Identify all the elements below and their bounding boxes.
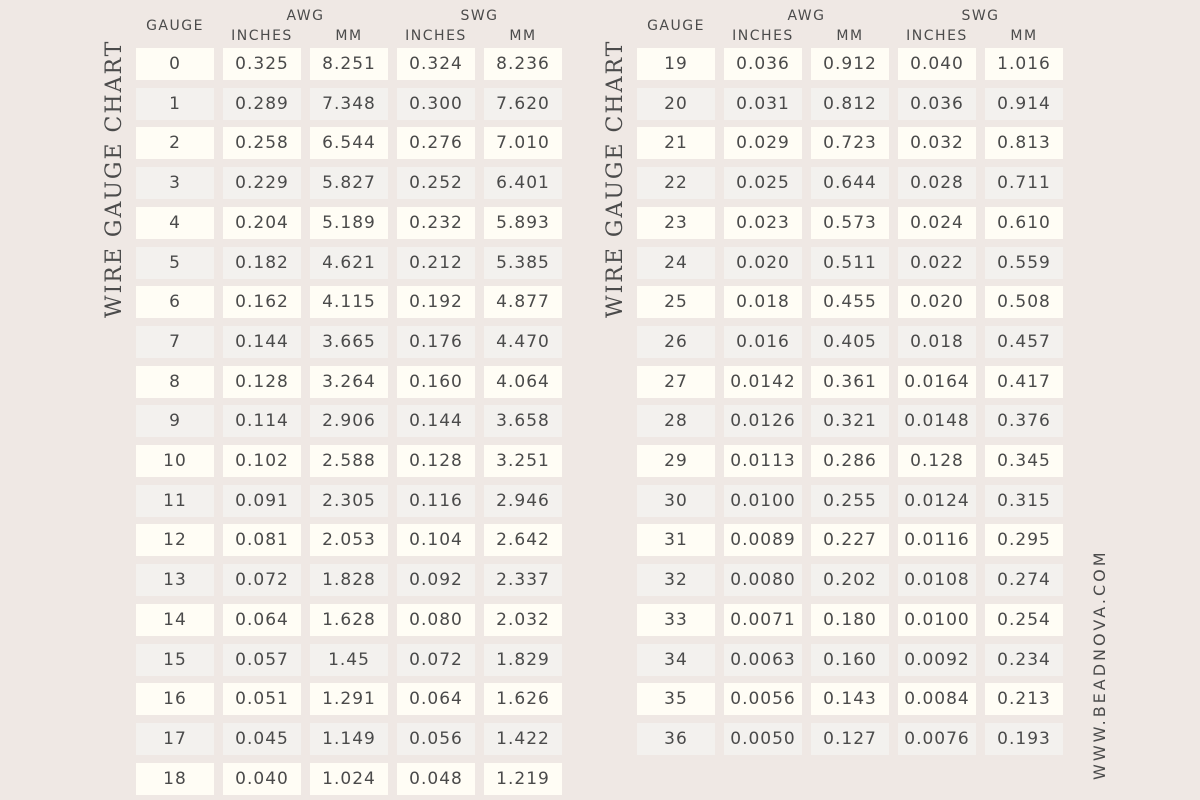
swg-mm-cell: 7.010 — [484, 127, 562, 159]
table-row — [637, 445, 1067, 477]
awg-mm-cell: 2.906 — [310, 405, 388, 437]
swg-inches-cell: 0.040 — [898, 48, 976, 80]
swg-mm-cell: 0.457 — [985, 326, 1063, 358]
awg-inches-cell: 0.0063 — [724, 644, 802, 676]
table-row — [136, 405, 566, 437]
awg-inches-cell: 0.064 — [223, 604, 301, 636]
table-row — [637, 167, 1067, 199]
awg-inches-cell: 0.162 — [223, 286, 301, 318]
awg-mm-cell: 8.251 — [310, 48, 388, 80]
gauge-cell: 24 — [637, 247, 715, 279]
swg-mm-cell: 0.295 — [985, 524, 1063, 556]
header-swg-mm: MM — [1010, 28, 1038, 44]
awg-inches-cell: 0.016 — [724, 326, 802, 358]
gauge-cell: 20 — [637, 88, 715, 120]
table-row — [136, 485, 566, 517]
gauge-cell: 6 — [136, 286, 214, 318]
gauge-cell: 32 — [637, 564, 715, 596]
gauge-cell: 23 — [637, 207, 715, 239]
awg-inches-cell: 0.040 — [223, 763, 301, 795]
table-row — [136, 127, 566, 159]
table-row — [637, 405, 1067, 437]
swg-mm-cell: 0.376 — [985, 405, 1063, 437]
gauge-cell: 35 — [637, 683, 715, 715]
header-swg: SWG — [961, 8, 1000, 24]
table-row — [136, 683, 566, 715]
awg-inches-cell: 0.025 — [724, 167, 802, 199]
swg-mm-cell: 4.877 — [484, 286, 562, 318]
table-row — [136, 88, 566, 120]
swg-inches-cell: 0.144 — [397, 405, 475, 437]
awg-mm-cell: 0.180 — [811, 604, 889, 636]
awg-inches-cell: 0.091 — [223, 485, 301, 517]
swg-mm-cell: 0.193 — [985, 723, 1063, 755]
table-row — [136, 167, 566, 199]
table-row — [136, 366, 566, 398]
awg-mm-cell: 1.149 — [310, 723, 388, 755]
gauge-cell: 25 — [637, 286, 715, 318]
swg-inches-cell: 0.212 — [397, 247, 475, 279]
swg-inches-cell: 0.232 — [397, 207, 475, 239]
gauge-cell: 13 — [136, 564, 214, 596]
gauge-cell: 16 — [136, 683, 214, 715]
swg-inches-cell: 0.276 — [397, 127, 475, 159]
header-swg-mm: MM — [509, 28, 537, 44]
awg-mm-cell: 0.143 — [811, 683, 889, 715]
swg-inches-cell: 0.028 — [898, 167, 976, 199]
swg-inches-cell: 0.0092 — [898, 644, 976, 676]
gauge-cell: 14 — [136, 604, 214, 636]
gauge-cell: 8 — [136, 366, 214, 398]
swg-mm-cell: 0.610 — [985, 207, 1063, 239]
swg-mm-cell: 4.470 — [484, 326, 562, 358]
table-row — [136, 723, 566, 755]
awg-mm-cell: 0.127 — [811, 723, 889, 755]
header-swg-inches: INCHES — [405, 28, 467, 44]
awg-inches-cell: 0.229 — [223, 167, 301, 199]
table-row — [637, 286, 1067, 318]
awg-mm-cell: 5.189 — [310, 207, 388, 239]
swg-mm-cell: 2.337 — [484, 564, 562, 596]
gauge-cell: 0 — [136, 48, 214, 80]
swg-inches-cell: 0.252 — [397, 167, 475, 199]
header-awg-mm: MM — [836, 28, 864, 44]
header-gauge: GAUGE — [146, 18, 204, 34]
swg-mm-cell: 1.829 — [484, 644, 562, 676]
awg-mm-cell: 1.024 — [310, 763, 388, 795]
awg-mm-cell: 2.053 — [310, 524, 388, 556]
table-row — [637, 48, 1067, 80]
awg-mm-cell: 4.621 — [310, 247, 388, 279]
swg-mm-cell: 0.234 — [985, 644, 1063, 676]
awg-mm-cell: 0.202 — [811, 564, 889, 596]
swg-inches-cell: 0.036 — [898, 88, 976, 120]
chart-title-right: WIRE GAUGE CHART — [603, 39, 628, 318]
swg-mm-cell: 0.914 — [985, 88, 1063, 120]
gauge-cell: 11 — [136, 485, 214, 517]
awg-mm-cell: 0.361 — [811, 366, 889, 398]
awg-mm-cell: 0.455 — [811, 286, 889, 318]
awg-inches-cell: 0.204 — [223, 207, 301, 239]
table-row — [637, 207, 1067, 239]
awg-inches-cell: 0.114 — [223, 405, 301, 437]
awg-inches-cell: 0.0126 — [724, 405, 802, 437]
awg-mm-cell: 0.321 — [811, 405, 889, 437]
gauge-cell: 5 — [136, 247, 214, 279]
awg-inches-cell: 0.0113 — [724, 445, 802, 477]
table-row — [637, 564, 1067, 596]
awg-inches-cell: 0.0142 — [724, 366, 802, 398]
swg-inches-cell: 0.048 — [397, 763, 475, 795]
awg-inches-cell: 0.0080 — [724, 564, 802, 596]
swg-mm-cell: 0.417 — [985, 366, 1063, 398]
table-row — [637, 247, 1067, 279]
awg-inches-cell: 0.289 — [223, 88, 301, 120]
awg-inches-cell: 0.031 — [724, 88, 802, 120]
table-row — [637, 604, 1067, 636]
awg-inches-cell: 0.258 — [223, 127, 301, 159]
swg-inches-cell: 0.0100 — [898, 604, 976, 636]
swg-mm-cell: 2.642 — [484, 524, 562, 556]
header-awg: AWG — [286, 8, 325, 24]
awg-mm-cell: 0.227 — [811, 524, 889, 556]
swg-mm-cell: 0.813 — [985, 127, 1063, 159]
awg-inches-cell: 0.102 — [223, 445, 301, 477]
table-row — [136, 644, 566, 676]
header-awg: AWG — [787, 8, 826, 24]
table-row — [637, 88, 1067, 120]
gauge-cell: 28 — [637, 405, 715, 437]
awg-mm-cell: 0.812 — [811, 88, 889, 120]
swg-inches-cell: 0.072 — [397, 644, 475, 676]
swg-mm-cell: 8.236 — [484, 48, 562, 80]
table-row — [136, 48, 566, 80]
gauge-cell: 26 — [637, 326, 715, 358]
swg-mm-cell: 0.315 — [985, 485, 1063, 517]
awg-mm-cell: 1.828 — [310, 564, 388, 596]
awg-inches-cell: 0.045 — [223, 723, 301, 755]
header-swg-inches: INCHES — [906, 28, 968, 44]
awg-inches-cell: 0.072 — [223, 564, 301, 596]
awg-mm-cell: 0.511 — [811, 247, 889, 279]
awg-inches-cell: 0.0089 — [724, 524, 802, 556]
table-row — [136, 524, 566, 556]
swg-mm-cell: 7.620 — [484, 88, 562, 120]
swg-inches-cell: 0.0116 — [898, 524, 976, 556]
awg-inches-cell: 0.128 — [223, 366, 301, 398]
gauge-cell: 10 — [136, 445, 214, 477]
gauge-cell: 33 — [637, 604, 715, 636]
table-row — [637, 485, 1067, 517]
gauge-cell: 9 — [136, 405, 214, 437]
swg-inches-cell: 0.056 — [397, 723, 475, 755]
table-row — [136, 445, 566, 477]
awg-mm-cell: 3.665 — [310, 326, 388, 358]
awg-mm-cell: 6.544 — [310, 127, 388, 159]
awg-inches-cell: 0.0050 — [724, 723, 802, 755]
table-row — [637, 644, 1067, 676]
table-row — [136, 604, 566, 636]
chart-title-left: WIRE GAUGE CHART — [102, 39, 127, 318]
header-awg-inches: INCHES — [732, 28, 794, 44]
swg-mm-cell: 1.626 — [484, 683, 562, 715]
swg-inches-cell: 0.128 — [898, 445, 976, 477]
awg-inches-cell: 0.020 — [724, 247, 802, 279]
awg-inches-cell: 0.057 — [223, 644, 301, 676]
swg-inches-cell: 0.064 — [397, 683, 475, 715]
awg-mm-cell: 1.45 — [310, 644, 388, 676]
awg-inches-cell: 0.081 — [223, 524, 301, 556]
swg-mm-cell: 5.893 — [484, 207, 562, 239]
swg-inches-cell: 0.0076 — [898, 723, 976, 755]
swg-mm-cell: 5.385 — [484, 247, 562, 279]
gauge-cell: 34 — [637, 644, 715, 676]
table-row — [637, 366, 1067, 398]
awg-mm-cell: 0.912 — [811, 48, 889, 80]
table-row — [136, 564, 566, 596]
swg-inches-cell: 0.080 — [397, 604, 475, 636]
awg-inches-cell: 0.0056 — [724, 683, 802, 715]
swg-inches-cell: 0.0108 — [898, 564, 976, 596]
gauge-cell: 1 — [136, 88, 214, 120]
swg-mm-cell: 0.274 — [985, 564, 1063, 596]
awg-inches-cell: 0.0071 — [724, 604, 802, 636]
awg-inches-cell: 0.325 — [223, 48, 301, 80]
swg-inches-cell: 0.092 — [397, 564, 475, 596]
awg-mm-cell: 0.723 — [811, 127, 889, 159]
gauge-cell: 31 — [637, 524, 715, 556]
swg-inches-cell: 0.300 — [397, 88, 475, 120]
awg-inches-cell: 0.029 — [724, 127, 802, 159]
gauge-cell: 7 — [136, 326, 214, 358]
gauge-cell: 30 — [637, 485, 715, 517]
gauge-cell: 22 — [637, 167, 715, 199]
awg-mm-cell: 2.588 — [310, 445, 388, 477]
swg-inches-cell: 0.160 — [397, 366, 475, 398]
swg-mm-cell: 0.711 — [985, 167, 1063, 199]
awg-inches-cell: 0.018 — [724, 286, 802, 318]
swg-mm-cell: 3.251 — [484, 445, 562, 477]
awg-mm-cell: 5.827 — [310, 167, 388, 199]
swg-mm-cell: 0.254 — [985, 604, 1063, 636]
swg-mm-cell: 2.032 — [484, 604, 562, 636]
header-gauge: GAUGE — [647, 18, 705, 34]
table-row — [136, 763, 566, 795]
swg-inches-cell: 0.018 — [898, 326, 976, 358]
awg-mm-cell: 0.255 — [811, 485, 889, 517]
gauge-cell: 17 — [136, 723, 214, 755]
gauge-cell: 19 — [637, 48, 715, 80]
awg-inches-cell: 0.023 — [724, 207, 802, 239]
swg-mm-cell: 2.946 — [484, 485, 562, 517]
table-row — [637, 683, 1067, 715]
gauge-cell: 15 — [136, 644, 214, 676]
table-row — [136, 247, 566, 279]
swg-inches-cell: 0.020 — [898, 286, 976, 318]
gauge-cell: 18 — [136, 763, 214, 795]
swg-inches-cell: 0.104 — [397, 524, 475, 556]
gauge-cell: 36 — [637, 723, 715, 755]
awg-mm-cell: 1.628 — [310, 604, 388, 636]
swg-mm-cell: 0.508 — [985, 286, 1063, 318]
swg-inches-cell: 0.0084 — [898, 683, 976, 715]
swg-inches-cell: 0.128 — [397, 445, 475, 477]
header-swg: SWG — [460, 8, 499, 24]
awg-inches-cell: 0.0100 — [724, 485, 802, 517]
awg-inches-cell: 0.051 — [223, 683, 301, 715]
table-row — [637, 723, 1067, 755]
awg-mm-cell: 2.305 — [310, 485, 388, 517]
awg-mm-cell: 0.405 — [811, 326, 889, 358]
awg-mm-cell: 0.286 — [811, 445, 889, 477]
site-watermark: WWW.BEADNOVA.COM — [1090, 549, 1109, 780]
swg-inches-cell: 0.116 — [397, 485, 475, 517]
table-row — [136, 326, 566, 358]
awg-mm-cell: 0.573 — [811, 207, 889, 239]
swg-mm-cell: 0.559 — [985, 247, 1063, 279]
swg-inches-cell: 0.0124 — [898, 485, 976, 517]
table-row — [136, 286, 566, 318]
swg-mm-cell: 3.658 — [484, 405, 562, 437]
gauge-cell: 29 — [637, 445, 715, 477]
gauge-cell: 2 — [136, 127, 214, 159]
swg-inches-cell: 0.024 — [898, 207, 976, 239]
swg-inches-cell: 0.0164 — [898, 366, 976, 398]
header-awg-mm: MM — [335, 28, 363, 44]
gauge-cell: 3 — [136, 167, 214, 199]
swg-inches-cell: 0.022 — [898, 247, 976, 279]
swg-inches-cell: 0.176 — [397, 326, 475, 358]
table-row — [637, 127, 1067, 159]
gauge-cell: 4 — [136, 207, 214, 239]
awg-mm-cell: 3.264 — [310, 366, 388, 398]
awg-mm-cell: 0.160 — [811, 644, 889, 676]
table-row — [136, 207, 566, 239]
awg-mm-cell: 7.348 — [310, 88, 388, 120]
swg-inches-cell: 0.032 — [898, 127, 976, 159]
awg-mm-cell: 0.644 — [811, 167, 889, 199]
swg-inches-cell: 0.192 — [397, 286, 475, 318]
gauge-cell: 12 — [136, 524, 214, 556]
swg-mm-cell: 1.016 — [985, 48, 1063, 80]
swg-inches-cell: 0.324 — [397, 48, 475, 80]
swg-mm-cell: 1.219 — [484, 763, 562, 795]
awg-inches-cell: 0.182 — [223, 247, 301, 279]
awg-inches-cell: 0.144 — [223, 326, 301, 358]
swg-mm-cell: 0.213 — [985, 683, 1063, 715]
swg-mm-cell: 0.345 — [985, 445, 1063, 477]
header-awg-inches: INCHES — [231, 28, 293, 44]
awg-mm-cell: 4.115 — [310, 286, 388, 318]
table-row — [637, 524, 1067, 556]
swg-mm-cell: 1.422 — [484, 723, 562, 755]
swg-mm-cell: 6.401 — [484, 167, 562, 199]
gauge-cell: 27 — [637, 366, 715, 398]
awg-inches-cell: 0.036 — [724, 48, 802, 80]
awg-mm-cell: 1.291 — [310, 683, 388, 715]
gauge-cell: 21 — [637, 127, 715, 159]
swg-inches-cell: 0.0148 — [898, 405, 976, 437]
table-row — [637, 326, 1067, 358]
swg-mm-cell: 4.064 — [484, 366, 562, 398]
